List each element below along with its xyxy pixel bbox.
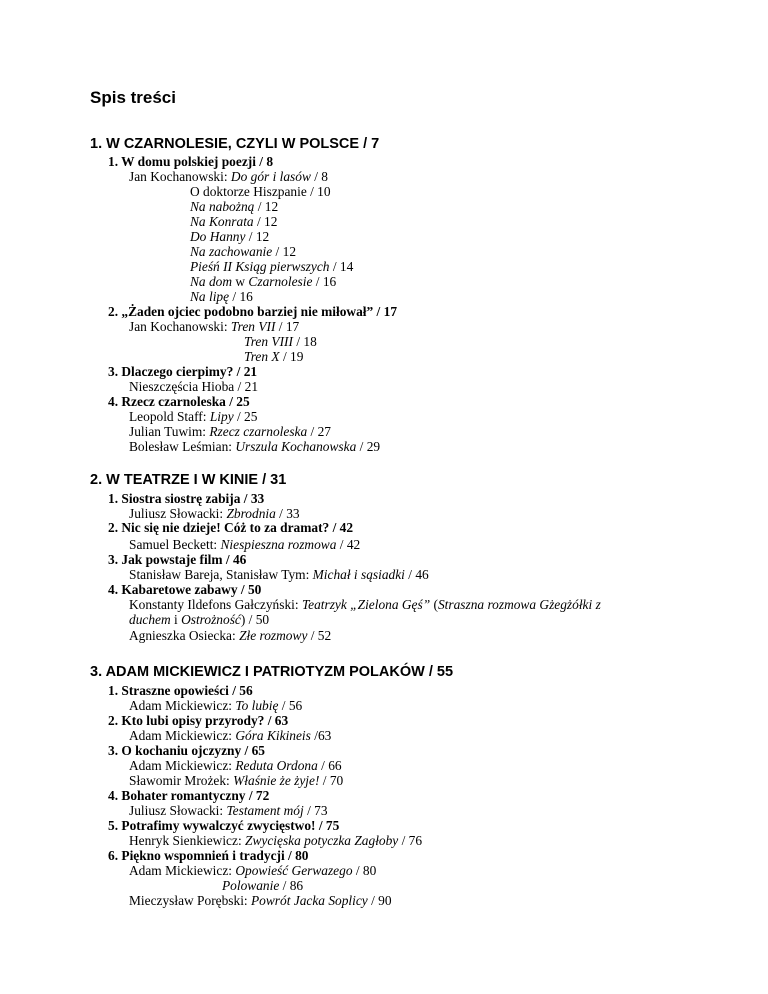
toc-entry [129,833,422,848]
chapter-title: 2. „Żaden ojciec podobno barziej nie miłował” / 17 [108,304,398,319]
entry-work: To lubię [235,698,279,713]
entry-work: Lipy [209,409,234,424]
entry-page: / 16 [229,289,253,304]
entry-work: Na nabożną [190,199,255,214]
entry-work: Właśnie że żyje! [233,773,320,788]
entry-page: /63 [310,728,332,743]
toc-title: Spis treści [90,88,176,107]
entry-work: Zwycięska potyczka Zagłoby [245,833,399,848]
entry-work: Testament mój [226,803,304,818]
toc-entry [129,319,299,334]
entry-work: O doktorze Hiszpanie [190,184,307,199]
entry-page: / 25 [233,409,258,424]
entry-page: / 66 [317,758,342,773]
entry-author: Henryk Sienkiewicz: [129,833,246,848]
entry-work: Tren VIII [244,334,293,349]
toc-entry [129,893,392,908]
toc-entry [190,199,278,214]
toc-entry [190,289,253,304]
toc-entry [190,259,353,274]
entry-page: / 12 [253,214,278,229]
entry-work: Zbrodnia [226,506,276,521]
entry-page: ) / 50 [240,612,270,627]
entry-page: / 12 [272,244,297,259]
entry-page: / 17 [275,319,300,334]
entry-author: Juliusz Słowacki: [129,506,227,521]
entry-author: Adam Mickiewicz: [129,728,236,743]
entry-page: / 16 [312,274,337,289]
chapter-title: 5. Potrafimy wywalczyć zwycięstwo! / 75 [108,818,340,833]
entry-work: Teatrzyk „Zielona Gęś” [301,597,431,612]
entry-page: / 46 [404,567,429,582]
entry-author: Jan Kochanowski: [129,319,231,334]
chapter-title: 4. Bohater romantyczny / 72 [108,788,270,803]
entry-work: Opowieść Gerwazego [235,863,353,878]
entry-author: Juliusz Słowacki: [129,803,227,818]
toc-entry [129,439,380,454]
toc-entry [129,597,601,612]
entry-author: Leopold Staff: [129,409,210,424]
entry-author: Sławomir Mrożek: [129,773,234,788]
entry-page: / 10 [306,184,331,199]
chapter-title: 2. Nic się nie dzieje! Cóż to za dramat? / 42 [108,520,354,535]
toc-entry [244,349,303,364]
toc-entry [129,628,331,643]
entry-work: Tren X [244,349,280,364]
toc-entry [129,612,269,627]
entry-author: Mieczysław Porębski: [129,893,251,908]
entry-connector: w [232,274,249,289]
entry-page: / 14 [329,259,354,274]
toc-entry [129,758,342,773]
toc-entry [190,274,336,289]
entry-work: Góra Kikineis [235,728,311,743]
toc-entry [129,506,300,521]
toc-entry [190,214,277,229]
entry-page: / 76 [398,833,423,848]
chapter-title: 3. O kochaniu ojczyzny / 65 [108,743,265,758]
entry-author: Konstanty Ildefons Gałczyński: [129,597,302,612]
toc-entry [190,244,296,259]
chapter-title: 3. Dlaczego cierpimy? / 21 [108,364,258,379]
entry-work: Michał i sąsiadki [312,567,405,582]
entry-page: / 8 [310,169,329,184]
chapter-title: 4. Kabaretowe zabawy / 50 [108,582,262,597]
chapter-title: 6. Piękno wspomnień i tradycji / 80 [108,848,309,863]
entry-work: Rzecz czarnoleska [209,424,308,439]
entry-page: / 12 [245,229,270,244]
entry-page: / 19 [279,349,304,364]
toc-entry [190,184,331,199]
toc-entry [129,728,331,743]
entry-author: Bolesław Leśmian: [129,439,236,454]
chapter-title: 1. Siostra siostrę zabija / 33 [108,491,265,506]
entry-connector: ( [430,597,438,612]
entry-author: Stanisław Bareja, Stanisław Tym: [129,567,313,582]
toc-entry [244,334,317,349]
entry-page: / 33 [275,506,300,521]
toc-entry: Nieszczęścia Hioba / 21 [129,379,259,394]
entry-page: / 73 [303,803,328,818]
entry-page: / 27 [307,424,331,439]
entry-work: Pieśń II Ksiąg pierwszych [190,259,330,274]
entry-work: duchem [129,612,171,627]
entry-page: / 52 [307,628,332,643]
entry-author: Jan Kochanowski: [129,169,231,184]
entry-page: / 70 [319,773,344,788]
entry-work: Na lipę [190,289,230,304]
entry-page: / 86 [279,878,304,893]
toc-entry [129,773,343,788]
entry-author: Samuel Beckett: [129,537,221,552]
entry-page: / 18 [292,334,317,349]
section-heading: 1. W CZARNOLESIE, CZYLI W POLSCE / 7 [90,136,380,152]
entry-work: Powrót Jacka Soplicy [250,893,368,908]
toc-entry [190,229,269,244]
chapter-title: 3. Jak powstaje film / 46 [108,552,247,567]
entry-author: Adam Mickiewicz: [129,698,236,713]
entry-page: / 90 [367,893,392,908]
entry-work: Do gór i lasów [230,169,311,184]
toc-entry [222,878,303,893]
entry-author: Adam Mickiewicz: [129,863,236,878]
toc-entry [129,698,302,713]
toc-entry [129,537,360,552]
entry-connector: i [170,612,182,627]
section-heading: 2. W TEATRZE I W KINIE / 31 [90,472,287,488]
toc-entry [129,409,257,424]
entry-work: Tren VII [230,319,276,334]
entry-page: / 56 [278,698,303,713]
entry-work: Czarnolesie [248,274,313,289]
chapter-title: 1. Straszne opowieści / 56 [108,683,253,698]
toc-entry [129,863,376,878]
entry-author: Agnieszka Osiecka: [129,628,240,643]
toc-entry [129,169,328,184]
section-heading: 3. ADAM MICKIEWICZ I PATRIOTYZM POLAKÓW / 55 [90,664,454,680]
entry-work: Na dom [190,274,233,289]
entry-work: Na Konrata [190,214,254,229]
entry-work: Reduta Ordona [235,758,318,773]
entry-work: Polowanie [222,878,280,893]
entry-page: / 80 [352,863,377,878]
entry-work: Ostrożność [181,612,241,627]
entry-work: Do Hanny [190,229,246,244]
chapter-title: 2. Kto lubi opisy przyrody? / 63 [108,713,289,728]
toc-entry [129,424,331,439]
entry-page: / 29 [356,439,381,454]
entry-author: Julian Tuwim: [129,424,210,439]
entry-page: / 12 [254,199,279,214]
entry-author: Adam Mickiewicz: [129,758,236,773]
entry-work: Niespieszna rozmowa [220,537,337,552]
entry-work: Na zachowanie [190,244,273,259]
chapter-title: 1. W domu polskiej poezji / 8 [108,154,274,169]
chapter-title: 4. Rzecz czarnoleska / 25 [108,394,250,409]
entry-work: Złe rozmowy [239,628,308,643]
toc-entry [129,803,328,818]
entry-work: Urszula Kochanowska [235,439,357,454]
entry-work: Straszna rozmowa Gżegżółki z [437,597,601,612]
toc-entry [129,567,429,582]
entry-page: / 42 [336,537,361,552]
